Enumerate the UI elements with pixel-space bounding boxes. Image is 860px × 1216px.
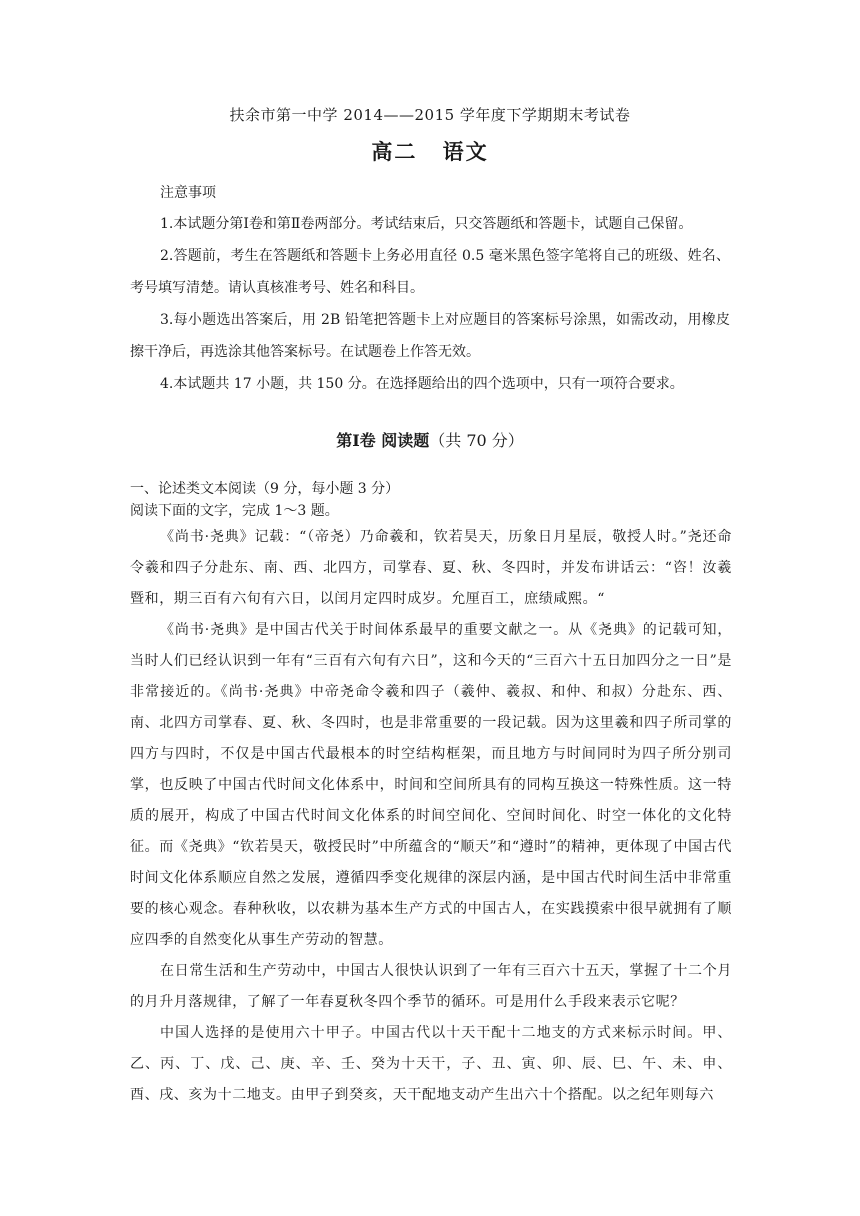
notice-item: 2.答题前，考生在答题纸和答题卡上务必用直径 0.5 毫米黑色签字笔将自己的班级、姓名、考号填写清楚。请认真核准考号、姓名和科目。 [130,248,730,296]
subject-title: 高二 语文 [371,139,489,164]
volume-title: 第Ⅰ卷 阅读题 [336,431,430,450]
section-heading: 一、论述类文本阅读（9 分，每小题 3 分） [130,481,400,497]
exam-title: 扶余市第一中学 2014——2015 学年度下学期期末考试卷 [229,106,631,124]
passage-paragraph: 在日常生活和生产劳动中，中国古人很快认识到了一年有三百六十五天，掌握了十二个月的月升月落规律，了解了一年春夏秋冬四个季节的循环。可是用什么手段来表示它呢？ [130,963,732,1010]
notice-item: 1.本试题分第Ⅰ卷和第Ⅱ卷两部分。考试结束后，只交答题纸和答题卡，试题自己保留。 [160,216,693,232]
passage-paragraph: 《尚书·尧典》记载：“（帝尧）乃命羲和，钦若昊天，历象日月星辰，敬授人时。”尧还命令羲和四子分赴东、南、西、北四方，司掌春、夏、秋、冬四时，并发布讲话云：“咨！汝羲暨和，期三百有六旬有六日，以闰月定四时成岁。允厘百工，庶绩咸熙。“ [130,529,732,607]
notice-heading: 注意事项 [160,185,216,201]
reading-passage [130,522,732,1111]
passage-paragraph: 《尚书·尧典》是中国古代关于时间体系最早的重要文献之一。从《尧典》的记载可知，当时人们已经认识到一年有“三百有六旬有六日”，这和今天的“三百六十五日加四分之一日”是非常接近的。《尚书·尧典》中帝尧命令羲和四子（羲仲、羲叔、和仲、和叔）分赴东、西、南、北四方司掌春、夏、秋、冬四时，也是非常重要的一段记载。因为这里羲和四子所司掌的四方与四时，不仅是中国古代最根本的时空结构框架，而且地方与时间同时为四子所分别司掌，也反映了中国古代时间文化体系中，时间和空间所具有的同构互换这一特殊性质。这一特质的展开，构成了中国古代时间文化体系的时间空间化、空间时间化、时空一体化的文化特征。而《尧典》“钦若昊天，敬授民时”中所蕴含的“顺天”和“遵时”的精神，更体现了中国古代时间文化体系顺应自然之发展，遵循四季变化规律的深层内涵，是中国古代时间生活中非常重要的核心观念。春种秋收，以农耕为基本生产方式的中国古人，在实践摸索中很早就拥有了顺应四季的自然变化从事生产劳动的智慧。 [130,622,732,948]
notice-item: 4.本试题共 17 小题，共 150 分。在选择题给出的四个选项中，只有一项符合要求。 [160,376,684,392]
volume-score: （共 70 分） [429,431,524,450]
volume-heading [0,428,860,451]
section-instruction: 阅读下面的文字，完成 1～3 题。 [130,503,339,519]
notice-list [130,208,730,400]
passage-paragraph: 中国人选择的是使用六十甲子。中国古代以十天干配十二地支的方式来标示时间。甲、乙、丙、丁、戊、己、庚、辛、壬、癸为十天干，子、丑、寅、卯、辰、巳、午、未、申、酉、戌、亥为十二地支。由甲子到癸亥，天干配地支动产生出六十个搭配。以之纪年则每六 [130,1025,732,1103]
notice-item: 3.每小题选出答案后，用 2B 铅笔把答题卡上对应题目的答案标号涂黑，如需改动，用橡皮擦干净后，再选涂其他答案标号。在试题卷上作答无效。 [130,312,730,360]
